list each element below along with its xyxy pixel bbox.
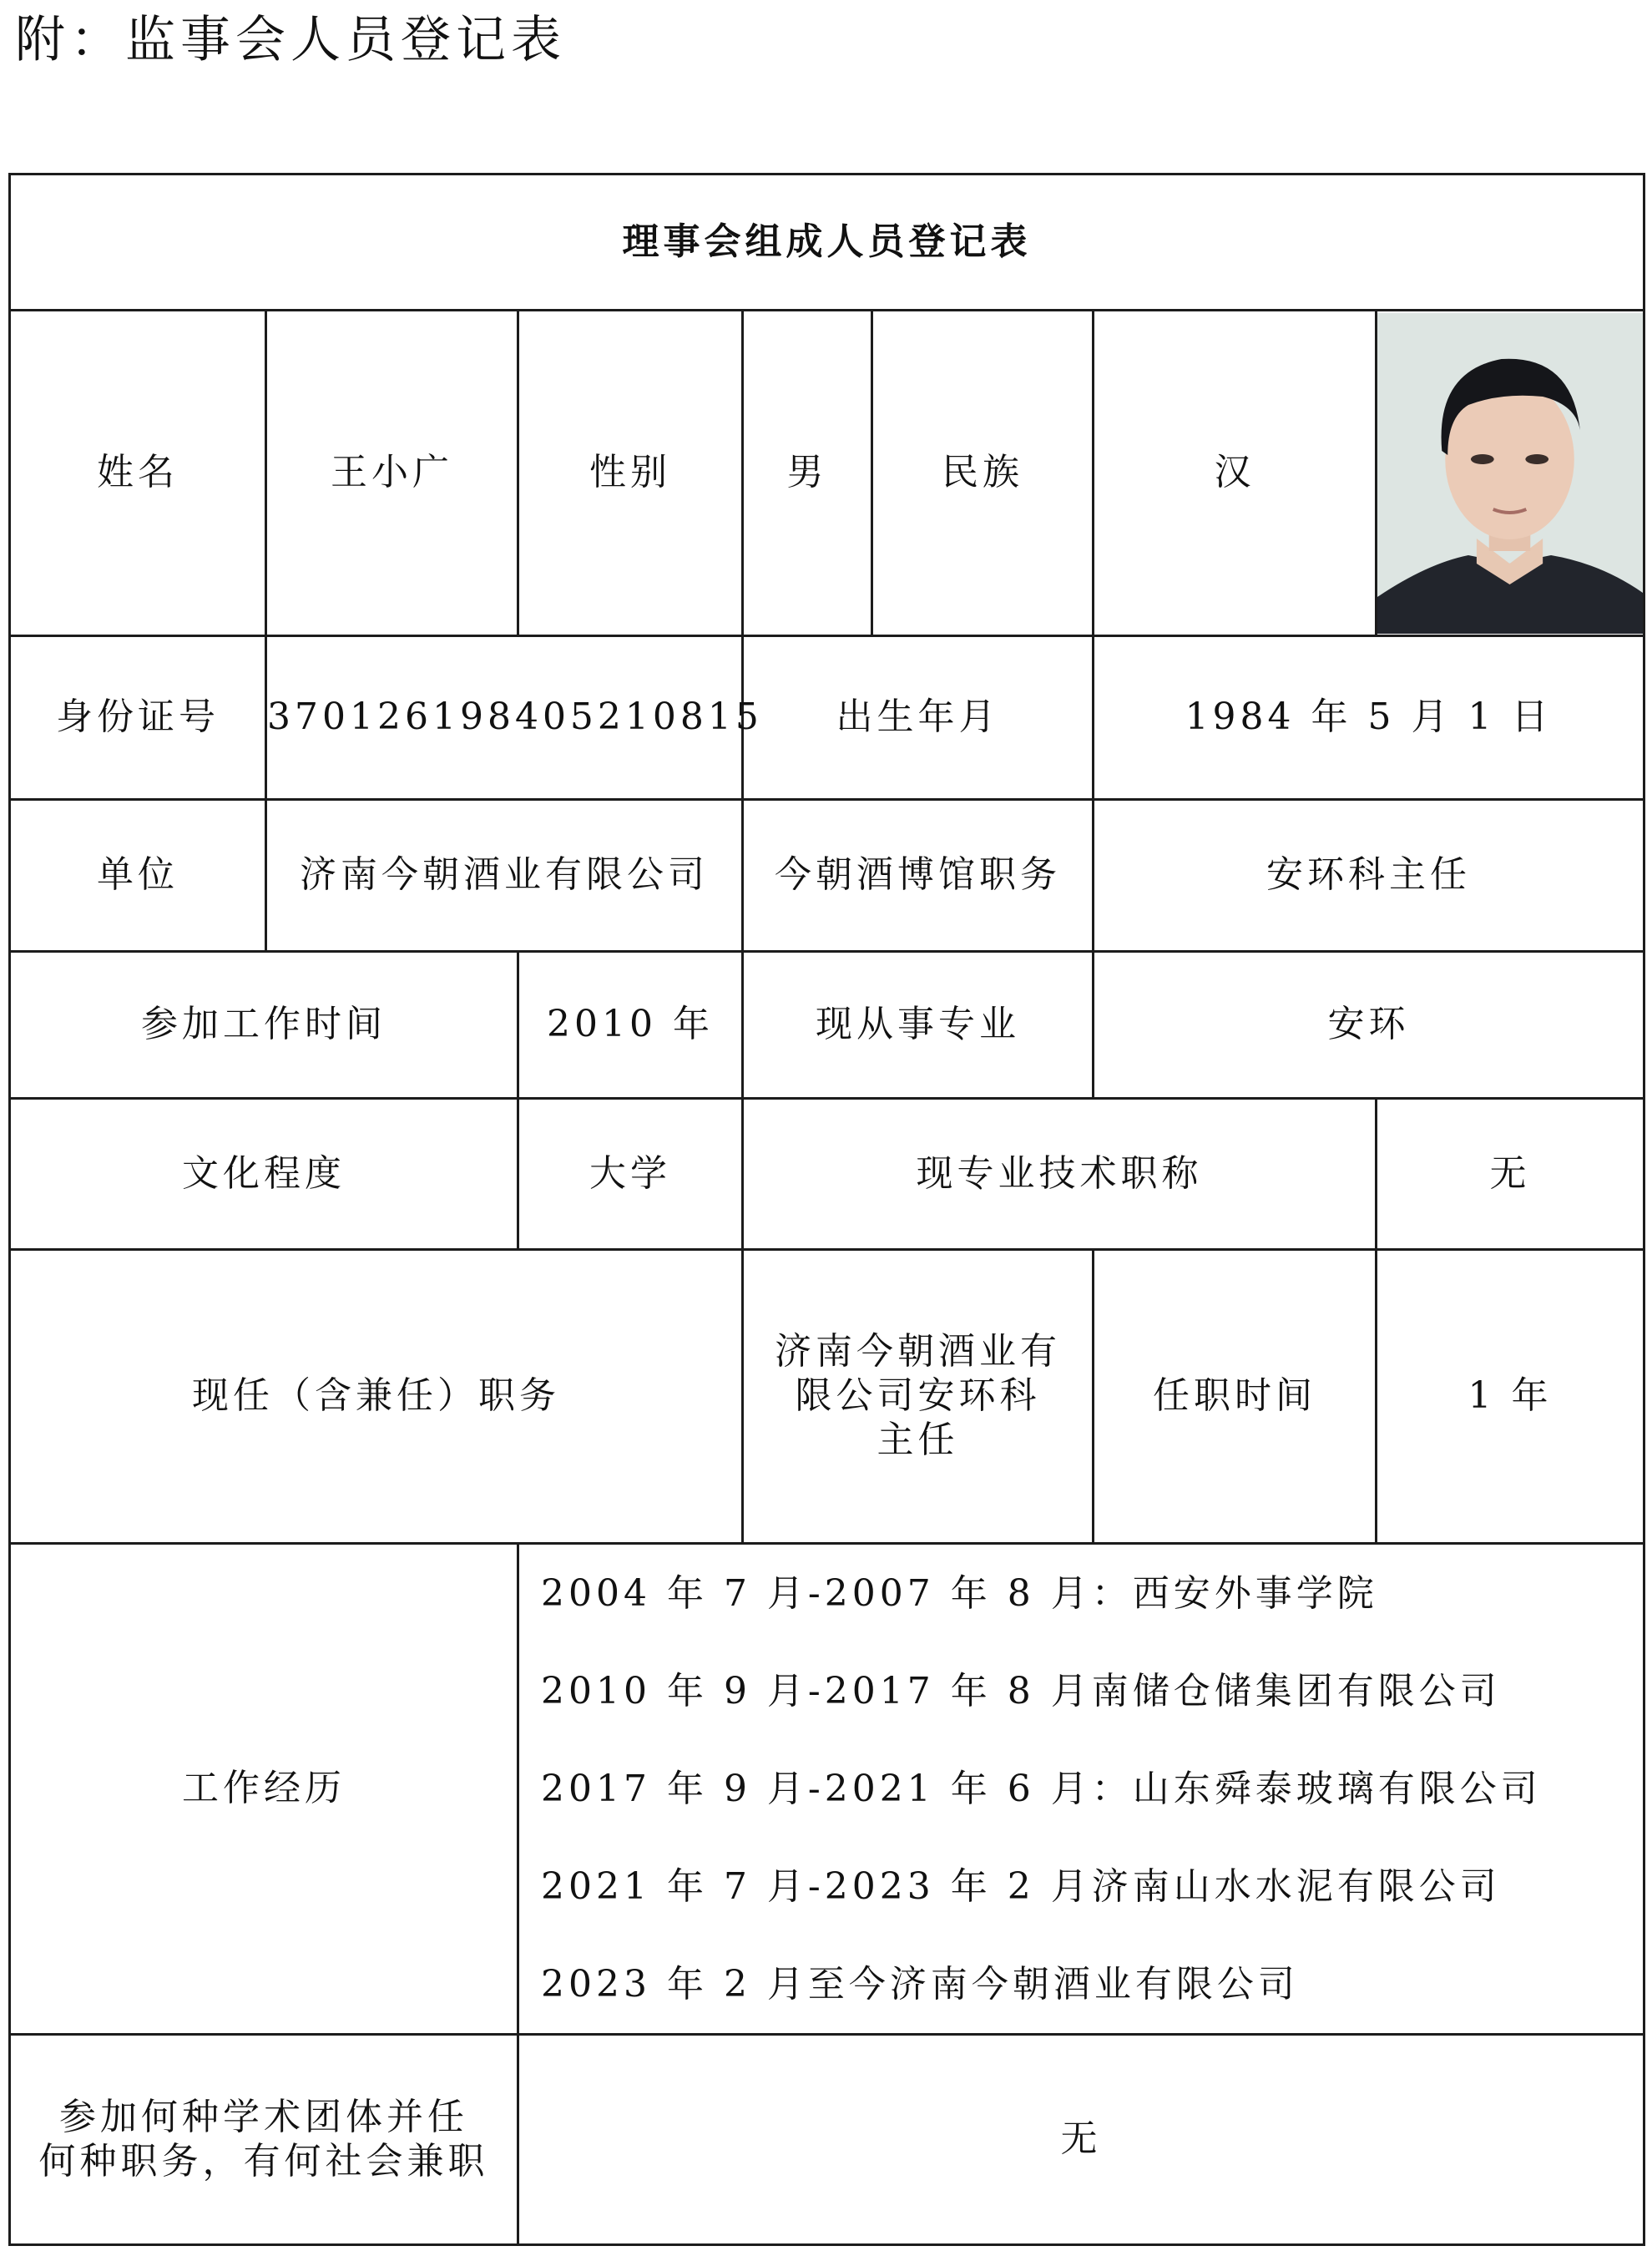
work-history-label: 工作经历: [10, 1544, 518, 2035]
history-item: 2010 年 9 月-2017 年 8 月南储仓储集团有限公司: [541, 1670, 1501, 1712]
education-value: 大学: [518, 1099, 743, 1250]
id-label: 身份证号: [10, 636, 266, 800]
academic-label: [10, 2035, 518, 2245]
gender-label: 性别: [518, 311, 743, 636]
professional-title-value: 无: [1377, 1099, 1644, 1250]
form-title: 理事会组成人员登记表: [10, 175, 1644, 311]
id-value: 370126198405210815: [266, 636, 743, 800]
work-start-label: 参加工作时间: [10, 952, 518, 1099]
portrait-image: [1377, 313, 1643, 634]
current-post-line: 济南今朝酒业有: [775, 1330, 1061, 1373]
education-label: 文化程度: [10, 1099, 518, 1250]
history-item: 2004 年 7 月-2007 年 8 月：西安外事学院: [541, 1572, 1378, 1615]
page-caption: 附：监事会人员登记表: [15, 11, 566, 69]
history-item: 2017 年 9 月-2021 年 6 月：山东舜泰玻璃有限公司: [541, 1768, 1542, 1810]
academic-value: 无: [518, 2035, 1644, 2245]
gender-value: 男: [743, 311, 872, 636]
ethnicity-label: 民族: [872, 311, 1094, 636]
tenure-value: 1 年: [1377, 1250, 1644, 1544]
work-start-value: 2010 年: [518, 952, 743, 1099]
current-post-value: [743, 1250, 1094, 1544]
museum-post-label: 今朝酒博馆职务: [743, 800, 1094, 952]
current-post-label: 现任（含兼任）职务: [10, 1250, 743, 1544]
work-history-list: [518, 1544, 1644, 2035]
birth-value: 1984 年 5 月 1 日: [1094, 636, 1644, 800]
unit-label: 单位: [10, 800, 266, 952]
current-post-line: 限公司安环科: [795, 1374, 1041, 1418]
portrait-photo: [1377, 311, 1644, 636]
tenure-label: 任职时间: [1094, 1250, 1377, 1544]
specialty-value: 安环: [1094, 952, 1644, 1099]
museum-post-value: 安环科主任: [1094, 800, 1644, 952]
name-value: 王小广: [266, 311, 518, 636]
registration-form: [8, 173, 1645, 2246]
history-item: 2023 年 2 月至今济南今朝酒业有限公司: [541, 1963, 1299, 2006]
academic-label-line: 参加何种学术团体并任: [59, 2095, 468, 2138]
current-post-line: 主任: [877, 1418, 959, 1461]
academic-label-line: 何种职务，有何社会兼职: [38, 2139, 489, 2183]
professional-title-label: 现专业技术职称: [743, 1099, 1377, 1250]
name-label: 姓名: [10, 311, 266, 636]
history-item: 2021 年 7 月-2023 年 2 月济南山水水泥有限公司: [541, 1865, 1501, 1908]
birth-label: 出生年月: [743, 636, 1094, 800]
ethnicity-value: 汉: [1094, 311, 1377, 636]
unit-value: 济南今朝酒业有限公司: [266, 800, 743, 952]
specialty-label: 现从事专业: [743, 952, 1094, 1099]
